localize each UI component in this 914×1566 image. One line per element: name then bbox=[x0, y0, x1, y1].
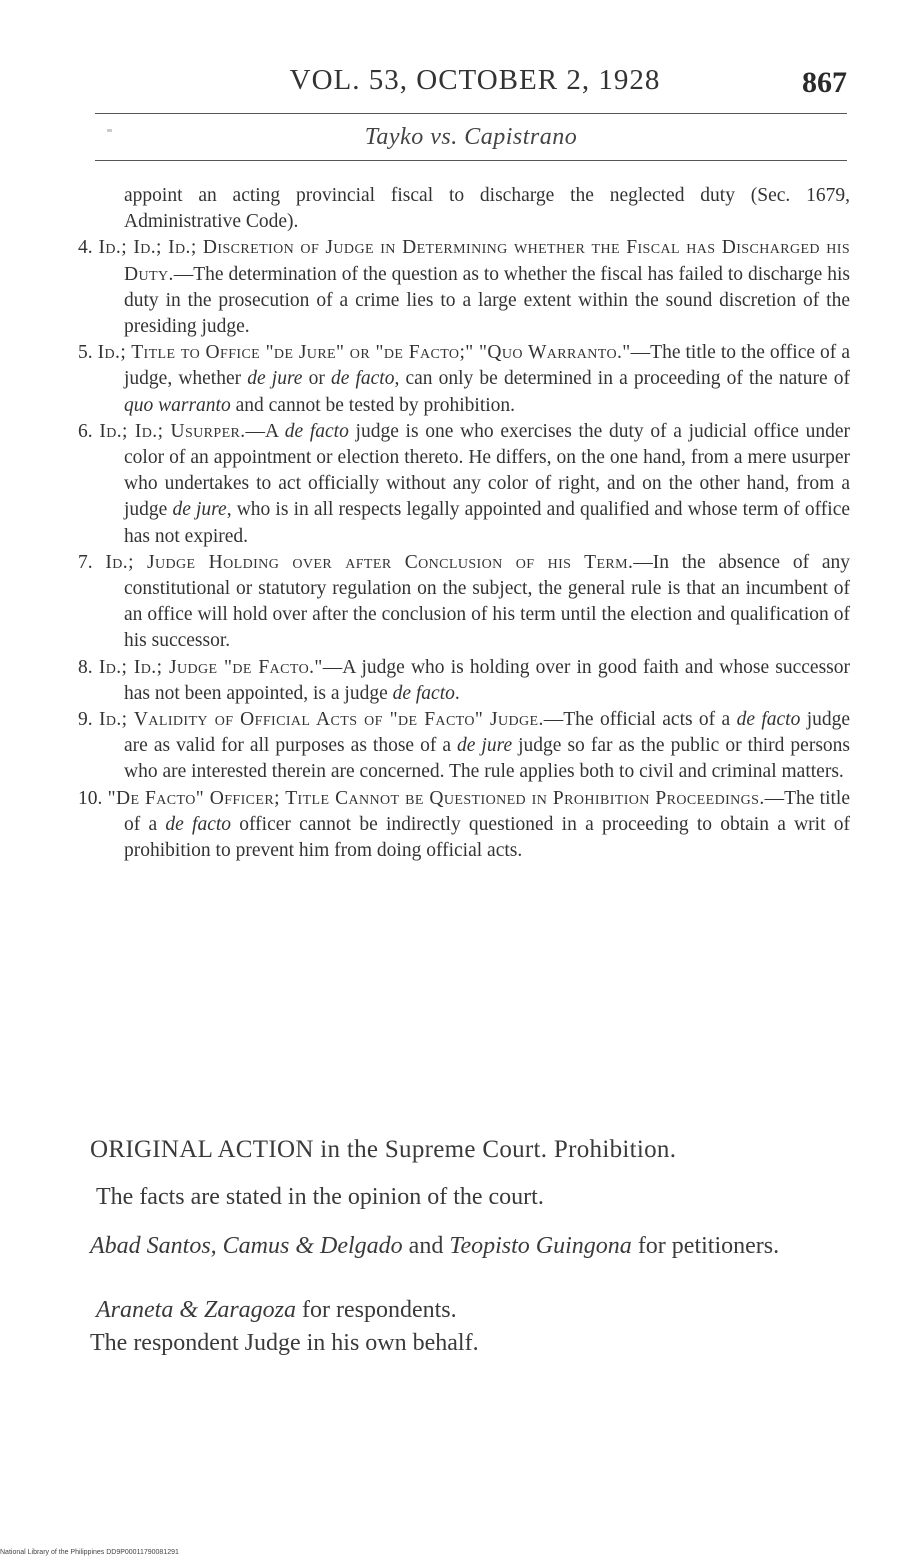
syllabus-item-text: officer cannot be indirectly questioned in a proceeding to obtain a writ of prohibition to prevent him from doing official acts. bbox=[124, 813, 850, 862]
syllabus-item-text: —The title to the office of a judge, whether bbox=[124, 342, 850, 390]
latin-term: de facto bbox=[330, 368, 395, 390]
respondent-judge: The respondent Judge in his own behalf. bbox=[90, 1330, 479, 1356]
syllabus-item-heading: Id.; Validity of Official Acts of "de Facto" Judge. bbox=[99, 709, 544, 731]
syllabus-item bbox=[78, 786, 850, 865]
syllabus-item bbox=[78, 419, 850, 550]
latin-term: de facto bbox=[284, 420, 349, 442]
header-rule-top bbox=[95, 113, 847, 114]
syllabus-item-text: judge so far as the public or third persons who are interested therein are concerned. The rule applies both to civil and criminal matters. bbox=[124, 735, 850, 783]
counsel-petitioners-names-1: Abad Santos, Camus & Delgado bbox=[90, 1233, 403, 1259]
syllabus-item-number: 5. bbox=[78, 342, 98, 364]
syllabus-item-text: , who is in all respects legally appointed and qualified and whose term of office has not expired. bbox=[124, 499, 851, 547]
latin-term: de jure bbox=[457, 735, 513, 757]
page-header bbox=[95, 62, 855, 102]
syllabus-item-text: —The official acts of a bbox=[543, 709, 737, 731]
latin-term: de facto bbox=[392, 682, 455, 704]
library-footer: National Library of the Philippines DD9P00011790081291 bbox=[0, 1549, 179, 1556]
latin-term: de facto bbox=[165, 813, 232, 835]
counsel-respondents-names: Araneta & Zaragoza bbox=[96, 1297, 297, 1323]
syllabus-item-text: —A bbox=[245, 420, 285, 442]
syllabus-item-text: , can only be determined in a proceeding of the nature of bbox=[394, 368, 850, 390]
syllabus bbox=[78, 183, 850, 864]
syllabus-item-heading: Id.; Title to Office "de Jure" or "de Facto;" "Quo Warranto." bbox=[97, 342, 631, 364]
syllabus-item bbox=[78, 707, 850, 786]
counsel-petitioners-names-2: Teopisto Guingona bbox=[449, 1233, 632, 1259]
header-rule-bottom bbox=[95, 160, 847, 161]
latin-term: de jure bbox=[247, 368, 303, 390]
counsel-respondents-role: for respondents. bbox=[296, 1297, 457, 1323]
syllabus-item-number: 10. bbox=[78, 787, 108, 809]
syllabus-item-text: judge are as valid for all purposes as those of a bbox=[124, 709, 851, 757]
facts-statement: The facts are stated in the opinion of the court. bbox=[96, 1184, 544, 1210]
syllabus-item-text: —In the absence of any constitutional or statutory regulation on the subject, the general rule is that an incumbent of an office will hold over after the conclusion of his term until the election and qualification of his successor. bbox=[124, 551, 850, 652]
syllabus-item-heading: Id.; Id.; Usurper. bbox=[99, 420, 246, 442]
counsel-petitioners-and: and bbox=[402, 1233, 450, 1259]
syllabus-item-text: . bbox=[454, 682, 460, 704]
latin-term: quo warranto bbox=[124, 394, 231, 416]
syllabus-items bbox=[78, 235, 850, 864]
syllabus-item-number: 8. bbox=[78, 656, 99, 678]
syllabus-item-text: judge is one who exercises the duty of a judicial office under color of an appointment or election thereto. He differs, on the one hand, from a mere usurper who undertakes to act officially without any color of right, and on the other hand, from a judge bbox=[124, 420, 850, 521]
syllabus-item-heading: Id.; Judge Holding over after Conclusion of his Term. bbox=[105, 551, 634, 573]
syllabus-item-number: 6. bbox=[78, 420, 100, 442]
syllabus-item-text: and cannot be tested by prohibition. bbox=[230, 394, 516, 416]
syllabus-continuation: appoint an acting provincial fiscal to discharge the neglected duty (Sec. 1679, Administrative Code). bbox=[124, 185, 850, 233]
syllabus-item-text: or bbox=[302, 368, 331, 390]
syllabus-item-heading: Id.; Id.; Id.; Discretion of Judge in Determining whether the Fiscal has Discharged his Duty. bbox=[98, 237, 850, 285]
case-title: Tayko vs. Capistrano bbox=[364, 124, 578, 150]
original-action: ORIGINAL ACTION in the Supreme Court. Prohibition. bbox=[90, 1136, 677, 1163]
page-number: 867 bbox=[802, 66, 847, 99]
syllabus-item-heading: "De Facto" Officer; Title Cannot be Questioned in Prohibition Proceedings. bbox=[107, 787, 765, 809]
syllabus-item-heading: Id.; Id.; Judge "de Facto." bbox=[98, 656, 323, 678]
syllabus-item bbox=[78, 550, 850, 655]
syllabus-item-text: —The determination of the question as to whether the fiscal has failed to discharge his duty in the prosecution of a crime lies to a large extent within the sound discretion of the presiding judge. bbox=[124, 263, 850, 338]
counsel-petitioners bbox=[90, 1230, 852, 1263]
latin-term: de jure bbox=[172, 499, 227, 521]
syllabus-item-number: 9. bbox=[78, 709, 99, 731]
syllabus-item-number: 7. bbox=[78, 551, 106, 573]
syllabus-item bbox=[78, 655, 850, 707]
syllabus-item-text: —The title of a bbox=[124, 787, 851, 835]
latin-term: de facto bbox=[736, 709, 801, 731]
counsel-respondents bbox=[90, 1294, 852, 1327]
syllabus-item bbox=[78, 235, 850, 340]
syllabus-item bbox=[78, 340, 850, 419]
counsel-petitioners-role: for petitioners. bbox=[631, 1233, 780, 1259]
syllabus-item-text: —A judge who is holding over in good faith and whose successor has not been appointed, is a judge bbox=[124, 656, 851, 704]
syllabus-item-number: 4. bbox=[78, 237, 99, 259]
volume-date-heading: VOL. 53, OCTOBER 2, 1928 bbox=[289, 64, 661, 96]
